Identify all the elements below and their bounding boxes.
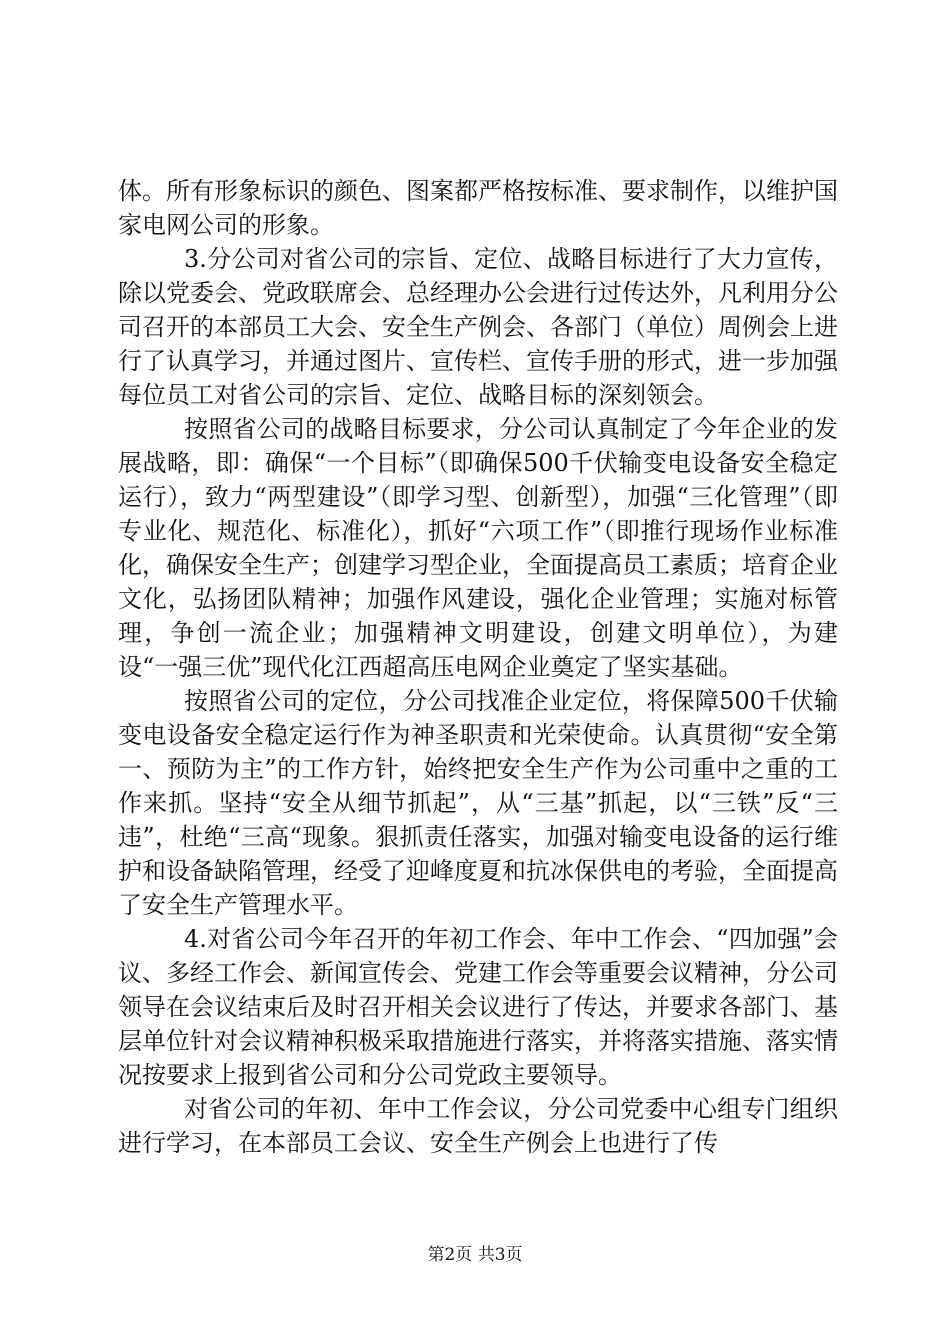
- paragraph-4: 按照省公司的定位，分公司找准企业定位，将保障500千伏输变电设备安全稳定运行作为神圣职责和光荣使命。认真贯彻“安全第一、预防为主”的工作方针，始终把安全生产作为公司重中之重的工作来抓。坚持“安全从细节抓起”，从“三基”抓起，以“三铁”反“三违”，杜绝“三高“现象。狠抓责任落实，加强对输变电设备的运行维护和设备缺陷管理，经受了迎峰度夏和抗冰保供电的考验，全面提高了安全生产管理水平。: [118, 687, 838, 919]
- page-footer: 第2页 共3页: [427, 1245, 523, 1265]
- document-body: [118, 174, 838, 1160]
- paragraph-3: 按照省公司的战略目标要求，分公司认真制定了今年企业的发展战略，即：确保“一个目标”（即确保500千伏输变电设备安全稳定运行），致力“两型建设”（即学习型、创新型），加强“三化管理”（即专业化、规范化、标准化），抓好“六项工作”（即推行现场作业标准化，确保安全生产；创建学习型企业，全面提高员工素质；培育企业文化，弘扬团队精神；加强作风建设，强化企业管理；实施对标管理，争创一流企业；加强精神文明建设，创建文明单位），为建设“一强三优”现代化江西超高压电网企业奠定了坚实基础。: [118, 415, 838, 681]
- paragraph-1: 体。所有形象标识的颜色、图案都严格按标准、要求制作，以维护国家电网公司的形象。: [118, 177, 838, 239]
- paragraph-6: 对省公司的年初、年中工作会议，分公司党委中心组专门组织进行学习，在本部员工会议、安全生产例会上也进行了传: [118, 1095, 838, 1157]
- paragraph-5: 4.对省公司今年召开的年初工作会、年中工作会、“四加强”会议、多经工作会、新闻宣传会、党建工作会等重要会议精神，分公司领导在会议结束后及时召开相关会议进行了传达，并要求各部门、基层单位针对会议精神积极采取措施进行落实，并将落实措施、落实情况按要求上报到省公司和分公司党政主要领导。: [118, 925, 838, 1089]
- paragraph-2: 3.分公司对省公司的宗旨、定位、战略目标进行了大力宣传，除以党委会、党政联席会、总经理办公会进行过传达外，凡利用分公司召开的本部员工大会、安全生产例会、各部门（单位）周例会上进行了认真学习，并通过图片、宣传栏、宣传手册的形式，进一步加强每位员工对省公司的宗旨、定位、战略目标的深刻领会。: [118, 245, 838, 409]
